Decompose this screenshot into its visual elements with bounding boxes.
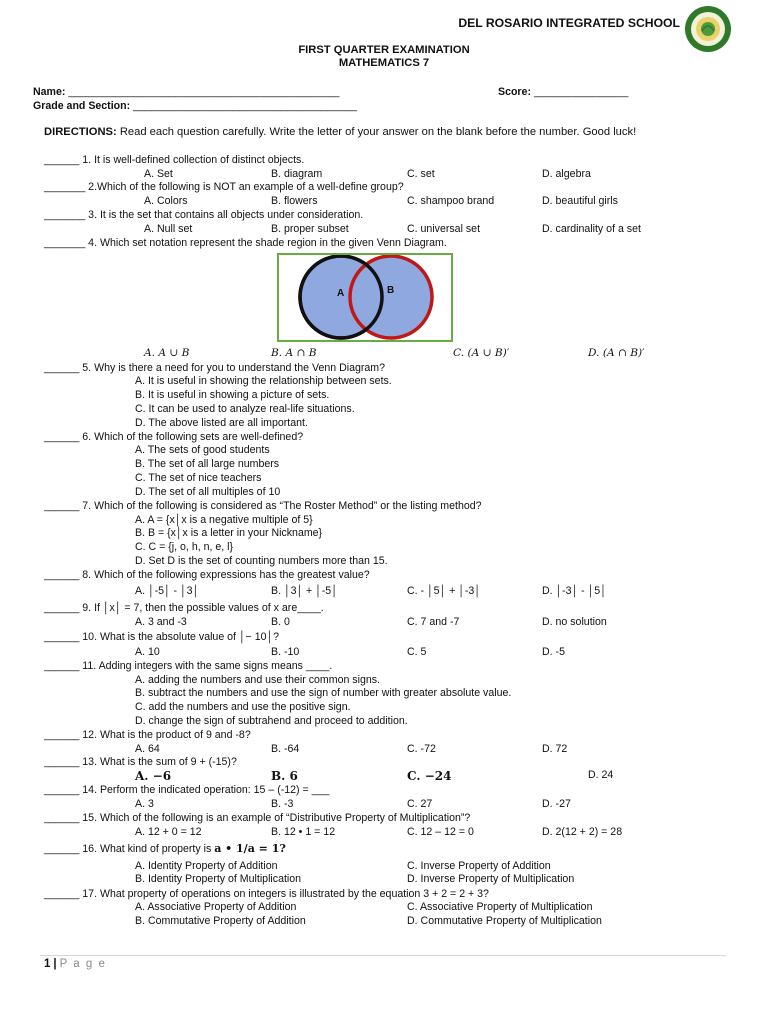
q12-option-b: B. -64 (271, 743, 300, 755)
q13-option-b: B. 6 (271, 769, 298, 783)
q16-option-a: A. Identity Property of Addition (135, 860, 278, 872)
q3-option-b: B. proper subset (271, 223, 349, 235)
q17-option-b: B. Commutative Property of Addition (135, 915, 306, 927)
q8-option-c: C. - │5│ + │-3│ (407, 585, 481, 597)
question-4: _______ 4. Which set notation represent the shade region in the given Venn Diagram. (44, 237, 447, 249)
q13-option-c: C. −24 (407, 769, 452, 783)
question-10: ______ 10. What is the absolute value of │− 10│? (44, 631, 279, 643)
q15-option-b: B. 12 • 1 = 12 (271, 826, 336, 838)
q2-option-b: B. flowers (271, 195, 318, 207)
question-17: ______ 17. What property of operations on integers is illustrated by the equation 3 + 2 = 2 + 3? (44, 888, 489, 900)
q15-option-c: C. 12 – 12 = 0 (407, 826, 474, 838)
q17-option-c: C. Associative Property of Multiplication (407, 901, 593, 913)
q12-option-c: C. -72 (407, 743, 436, 755)
q9-option-c: C. 7 and -7 (407, 616, 460, 628)
q10-option-d: D. -5 (542, 646, 565, 658)
venn-diagram-frame (277, 253, 453, 342)
grade-blank[interactable]: ______________________________________ (133, 100, 357, 112)
grade-row (33, 100, 357, 112)
q11-option-d: D. change the sign of subtrahend and proceed to addition. (135, 715, 408, 727)
q2-option-c: C. shampoo brand (407, 195, 495, 207)
exam-title: FIRST QUARTER EXAMINATION (298, 44, 470, 56)
q5-option-a: A. It is useful in showing the relationship between sets. (135, 375, 392, 387)
q16-option-b: B. Identity Property of Multiplication (135, 873, 302, 885)
q8-option-b: B. │3│ + │-5│ (271, 585, 338, 597)
grade-label: Grade and Section: (33, 100, 131, 112)
q5-option-c: C. It can be used to analyze real-life situations. (135, 403, 355, 415)
q3-option-c: C. universal set (407, 223, 481, 235)
q11-option-b: B. subtract the numbers and use the sign of number with greater absolute value. (135, 687, 512, 699)
question-15: ______ 15. Which of the following is an example of “Distributive Property of Multiplication”? (44, 812, 471, 824)
q14-option-a: A. 3 (135, 798, 154, 810)
venn-diagram (279, 255, 451, 340)
q3-option-a: A. Null set (144, 223, 193, 235)
q10-option-b: B. -10 (271, 646, 300, 658)
q6-option-a: A. The sets of good students (135, 444, 270, 456)
q16-expression: a • 1/a = 1? (214, 842, 286, 855)
q9-option-b: B. 0 (271, 616, 290, 628)
question-8: ______ 8. Which of the following expressions has the greatest value? (44, 569, 370, 581)
directions-label: DIRECTIONS: (44, 126, 117, 138)
q1-option-c: C. set (407, 168, 435, 180)
question-13: ______ 13. What is the sum of 9 + (-15)? (44, 756, 237, 768)
q6-option-c: C. The set of nice teachers (135, 472, 262, 484)
q4-option-c: C. (A ∪ B)′ (453, 347, 510, 359)
q17-option-a: A. Associative Property of Addition (135, 901, 297, 913)
name-blank[interactable]: ______________________________________________ (68, 86, 340, 98)
directions-text: Read each question carefully. Write the letter of your answer on the blank before the number. Good luck! (119, 126, 637, 138)
score-blank[interactable]: ________________ (533, 86, 629, 98)
q7-option-c: C. C = {j, o, h, n, e, l} (135, 541, 234, 553)
school-name: DEL ROSARIO INTEGRATED SCHOOL (458, 16, 680, 30)
q11-option-c: C. add the numbers and use the positive sign. (135, 701, 351, 713)
q7-option-d: D. Set D is the set of counting numbers more than 15. (135, 555, 388, 567)
q10-option-a: A. 10 (135, 646, 160, 658)
score-label: Score: (498, 86, 531, 98)
question-1: ______ 1. It is well-defined collection of distinct objects. (44, 154, 305, 166)
subject-title: MATHEMATICS 7 (338, 57, 430, 69)
question-11: ______ 11. Adding integers with the same signs means ____. (44, 660, 333, 672)
footer-separator: | (53, 958, 57, 970)
set-b-label: B (387, 285, 395, 296)
question-6: ______ 6. Which of the following sets are well-defined? (44, 431, 304, 443)
directions (44, 126, 636, 138)
q4-option-d: D. (A ∩ B)′ (588, 347, 645, 359)
question-16: ______ 16. What kind of property is a • 1/a = 1? (44, 842, 286, 855)
question-3: _______ 3. It is the set that contains all objects under consideration. (44, 209, 364, 221)
q1-option-b: B. diagram (271, 168, 323, 180)
q15-option-a: A. 12 + 0 = 12 (135, 826, 202, 838)
set-a-label: A (337, 288, 345, 299)
q13-option-d: D. 24 (588, 769, 614, 781)
q5-option-d: D. The above listed are all important. (135, 417, 308, 429)
q11-option-a: A. adding the numbers and use their common signs. (135, 674, 380, 686)
q9-option-a: A. 3 and -3 (135, 616, 187, 628)
q10-option-c: C. 5 (407, 646, 427, 658)
page-number: 1 (44, 958, 51, 970)
q14-option-b: B. -3 (271, 798, 294, 810)
question-2: _______ 2.Which of the following is NOT an example of a well-define group? (44, 181, 404, 193)
q6-option-b: B. The set of all large numbers (135, 458, 280, 470)
q7-option-a: A. A = {x│x is a negative multiple of 5} (135, 514, 313, 526)
page-footer (44, 958, 106, 970)
q2-option-a: A. Colors (144, 195, 188, 207)
q17-option-d: D. Commutative Property of Multiplication (407, 915, 602, 927)
question-9: ______ 9. If │x│ = 7, then the possible values of x are____. (44, 602, 324, 614)
q12-option-a: A. 64 (135, 743, 160, 755)
q1-option-d: D. algebra (542, 168, 591, 180)
q15-option-d: D. 2(12 + 2) = 28 (542, 826, 623, 838)
footer-divider (40, 955, 726, 956)
q8-option-a: A. │-5│ - │3│ (135, 585, 200, 597)
q7-option-b: B. B = {x│x is a letter in your Nickname} (135, 527, 323, 539)
name-row (33, 86, 339, 98)
q2-option-d: D. beautiful girls (542, 195, 618, 207)
page-word: P a g e (59, 958, 107, 970)
question-5: ______ 5. Why is there a need for you to understand the Venn Diagram? (44, 362, 385, 374)
question-12: ______ 12. What is the product of 9 and -8? (44, 729, 251, 741)
q4-option-a: A. A ∪ B (144, 347, 190, 359)
q13-option-a: A. −6 (135, 769, 172, 783)
q3-option-d: D. cardinality of a set (542, 223, 641, 235)
score-row (498, 86, 628, 98)
set-b-circle (350, 256, 432, 338)
q4-option-b: B. A ∩ B (271, 347, 317, 359)
question-14: ______ 14. Perform the indicated operation: 15 – (-12) = ___ (44, 784, 330, 796)
q8-option-d: D. │-3│ - │5│ (542, 585, 607, 597)
q16-option-d: D. Inverse Property of Multiplication (407, 873, 575, 885)
question-7: ______ 7. Which of the following is considered as “The Roster Method” or the listing method? (44, 500, 482, 512)
q12-option-d: D. 72 (542, 743, 568, 755)
q16-option-c: C. Inverse Property of Addition (407, 860, 551, 872)
q9-option-d: D. no solution (542, 616, 607, 628)
name-label: Name: (33, 86, 66, 98)
q1-option-a: A. Set (144, 168, 173, 180)
q6-option-d: D. The set of all multiples of 10 (135, 486, 281, 498)
q14-option-d: D. -27 (542, 798, 571, 810)
q5-option-b: B. It is useful in showing a picture of sets. (135, 389, 330, 401)
q14-option-c: C. 27 (407, 798, 433, 810)
